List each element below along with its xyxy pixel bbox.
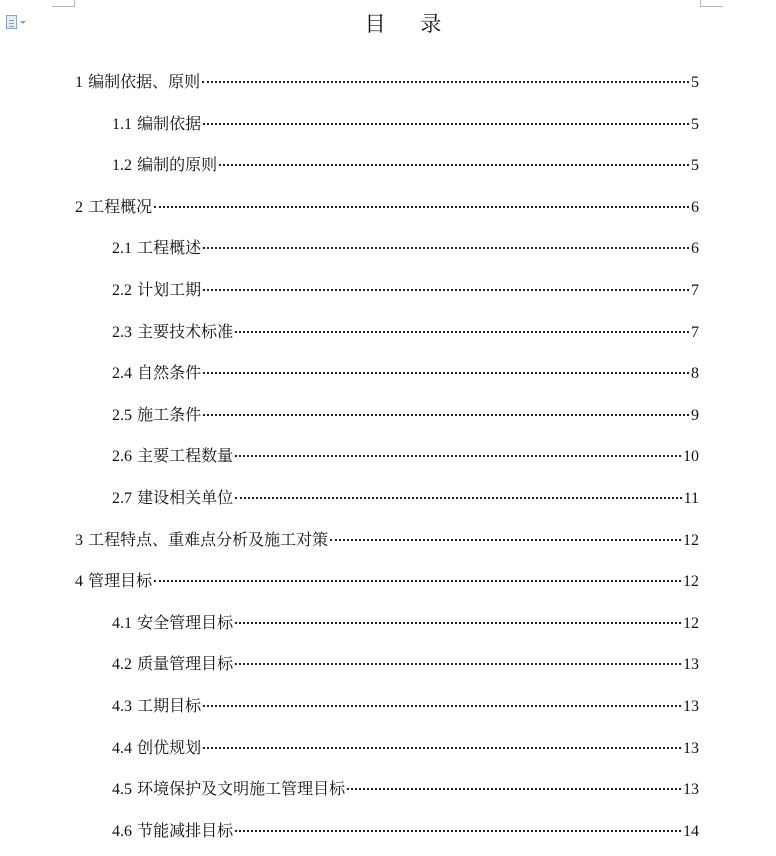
toc-entry-text: 管理目标 — [88, 571, 153, 590]
toc-entry[interactable] — [112, 321, 699, 343]
toc-entry-number: 2.6 — [112, 448, 132, 465]
toc-page-number: 9 — [691, 407, 699, 424]
toc-entry-number: 1.1 — [112, 116, 132, 133]
toc-entry-number: 4.1 — [112, 615, 132, 632]
toc-entry-label — [75, 529, 328, 552]
toc-entry-number: 4.5 — [112, 781, 132, 798]
toc-entry-number: 2 — [75, 199, 83, 216]
toc-page-number: 8 — [691, 365, 699, 382]
toc-entry-label — [112, 820, 233, 843]
toc-dot-leader — [235, 497, 681, 499]
toc-entry-label — [75, 570, 152, 593]
toc-entry-text: 创优规划 — [137, 738, 202, 757]
toc-entry-text: 工期目标 — [137, 696, 202, 715]
toc-title: 目 录 — [364, 12, 456, 36]
toc-entry-text: 编制的原则 — [137, 155, 218, 174]
toc-entry-label — [112, 154, 217, 177]
toc-entry-number: 2.3 — [112, 324, 132, 341]
toc-dot-leader — [235, 331, 689, 333]
toc-dot-leader — [202, 81, 689, 83]
toc-entry-text: 计划工期 — [137, 280, 202, 299]
toc-entry-label — [112, 237, 201, 260]
toc-entry-text: 编制依据 — [137, 114, 202, 133]
toc-entry[interactable] — [112, 612, 699, 634]
toc-entry-label — [112, 612, 233, 635]
toc-entry-number: 2.2 — [112, 282, 132, 299]
toc-entry-text: 质量管理目标 — [137, 654, 234, 673]
toc-entry-label — [112, 321, 233, 344]
toc-entry-label — [112, 695, 201, 718]
toc-entry[interactable] — [112, 778, 699, 800]
toc-entry-number: 2.4 — [112, 365, 132, 382]
toc-entry-label — [112, 737, 201, 760]
toc-entry-label — [75, 71, 200, 94]
toc-page-number: 5 — [691, 116, 699, 133]
toc-entry-number: 4.2 — [112, 656, 132, 673]
toc-dot-leader — [203, 289, 689, 291]
toc-entry-text: 施工条件 — [137, 405, 202, 424]
toc-entry[interactable] — [112, 487, 699, 509]
toc-page-number: 12 — [683, 573, 699, 590]
toc-entry-label — [112, 445, 233, 468]
toc-entry-text: 工程特点、重难点分析及施工对策 — [88, 530, 329, 549]
toc-entry[interactable] — [112, 695, 699, 717]
toc-entry[interactable] — [112, 445, 699, 467]
toc-entry-number: 4.3 — [112, 698, 132, 715]
toc-entry-label — [112, 113, 201, 136]
toc-entry-label — [112, 279, 201, 302]
toc-entry-number: 4.4 — [112, 740, 132, 757]
toc-entry-label — [112, 487, 233, 510]
toc-entry-text: 工程概况 — [88, 197, 153, 216]
toc-page-number: 13 — [683, 740, 699, 757]
toc-entry-number: 4.6 — [112, 823, 132, 840]
toc-entry-text: 编制依据、原则 — [88, 72, 201, 91]
toc-page-number: 7 — [691, 282, 699, 299]
toc-entry-text: 主要工程数量 — [137, 446, 234, 465]
toc-page-number: 13 — [683, 781, 699, 798]
toc-page-number: 5 — [691, 157, 699, 174]
toc-entry-number: 3 — [75, 532, 83, 549]
toc-entry-label — [112, 778, 345, 801]
toc-page-number: 11 — [683, 490, 699, 507]
toc-entry[interactable] — [112, 154, 699, 176]
toc-entry-label — [112, 404, 201, 427]
toc-dot-leader — [235, 830, 681, 832]
toc-entry[interactable] — [112, 237, 699, 259]
toc-entry-number: 4 — [75, 573, 83, 590]
toc-entry[interactable] — [75, 570, 699, 592]
toc-entry[interactable] — [112, 737, 699, 759]
toc-page-number: 13 — [683, 698, 699, 715]
toc-entry[interactable] — [112, 653, 699, 675]
toc-entry[interactable] — [112, 404, 699, 426]
toc-dot-leader — [347, 788, 681, 790]
toc-entry-label — [112, 362, 201, 385]
toc-entry-text: 环境保护及文明施工管理目标 — [137, 779, 346, 798]
toc-page-number: 14 — [683, 823, 699, 840]
toc-entry-text: 节能减排目标 — [137, 821, 234, 840]
toc-entry-label — [75, 196, 152, 219]
toc-entry[interactable] — [112, 820, 699, 842]
toc-entry[interactable] — [75, 196, 699, 218]
toc-dot-leader — [154, 206, 689, 208]
toc-entry-text: 安全管理目标 — [137, 613, 234, 632]
toc-dot-leader — [203, 247, 689, 249]
toc-entry-number: 1.2 — [112, 157, 132, 174]
toc-entry[interactable] — [112, 113, 699, 135]
toc-entry[interactable] — [75, 529, 699, 551]
toc-dot-leader — [203, 747, 681, 749]
toc-dot-leader — [203, 414, 689, 416]
toc-dot-leader — [219, 164, 689, 166]
toc-entry[interactable] — [75, 71, 699, 93]
toc-dot-leader — [235, 455, 681, 457]
toc-dot-leader — [330, 539, 681, 541]
toc-page-number: 13 — [683, 656, 699, 673]
toc-entry-text: 自然条件 — [137, 363, 202, 382]
toc-page-number: 5 — [691, 74, 699, 91]
toc-page-number: 12 — [683, 615, 699, 632]
toc-entry-text: 建设相关单位 — [137, 488, 234, 507]
toc-page-number: 12 — [683, 532, 699, 549]
toc-entry-text: 主要技术标准 — [137, 322, 234, 341]
toc-page-number: 7 — [691, 324, 699, 341]
toc-entry-number: 2.1 — [112, 240, 132, 257]
toc-dot-leader — [203, 123, 689, 125]
toc-entry-text: 工程概述 — [137, 238, 202, 257]
toc-dot-leader — [203, 705, 681, 707]
toc-dot-leader — [203, 372, 689, 374]
toc-entry-number: 1 — [75, 74, 83, 91]
toc-dot-leader — [235, 622, 681, 624]
toc-page-number: 10 — [683, 448, 699, 465]
toc-entry[interactable] — [112, 279, 699, 301]
toc-entry-label — [112, 653, 233, 676]
toc-page-number: 6 — [691, 240, 699, 257]
toc-dot-leader — [154, 580, 681, 582]
toc-dot-leader — [235, 663, 681, 665]
toc-entry-number: 2.5 — [112, 407, 132, 424]
toc-page-number: 6 — [691, 199, 699, 216]
toc-entry[interactable] — [112, 362, 699, 384]
toc-entry-number: 2.7 — [112, 490, 132, 507]
